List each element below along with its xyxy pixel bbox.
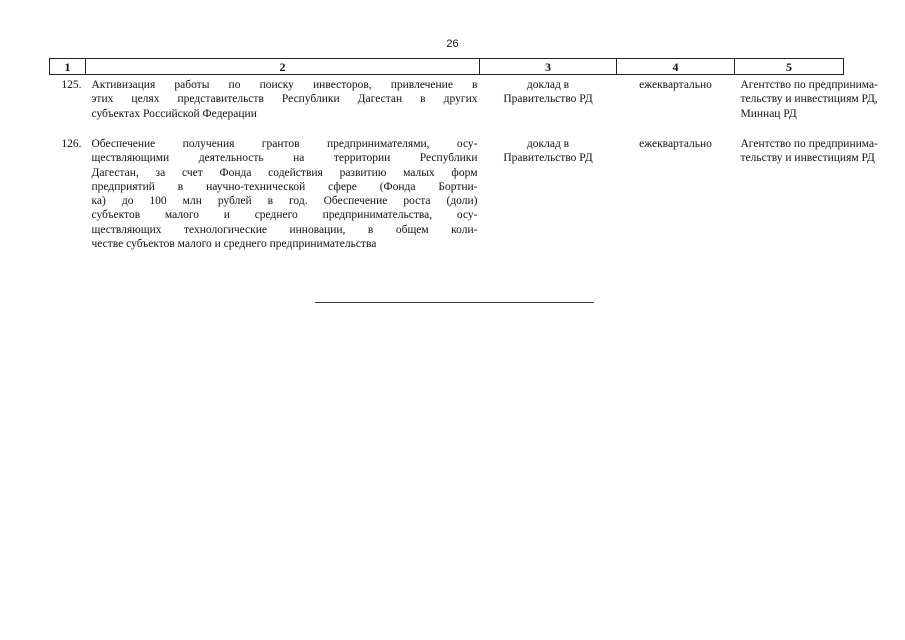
column-header-1: 1 (50, 59, 86, 75)
column-header-4: 4 (617, 59, 735, 75)
description-line: субъектах Российской Федерации (91, 107, 257, 120)
responsible-line: тельству и инвестициям РД (740, 152, 875, 165)
reporting-period: ежеквартально (639, 138, 712, 150)
description-line: Дагестан, за счет Фонда содействия развитию малых форм (91, 166, 478, 179)
measure-description (86, 134, 480, 251)
reporting-form-line: доклад в (526, 79, 570, 91)
reporting-period: ежеквартально (639, 79, 712, 91)
responsible-agency (735, 75, 878, 135)
description-line: этих целях представительств Республики Дагестан в других (91, 93, 478, 106)
responsible-line: Миннац РД (740, 107, 797, 120)
end-of-document-rule (315, 302, 594, 303)
responsible-line: Агентство по предпринима- (740, 138, 878, 150)
description-line: субъектов малого и среднего предпринимательства, осу- (91, 209, 478, 222)
responsible-line: тельству и инвестициям РД, (740, 93, 878, 106)
description-line: предприятий в научно-технической сфере (Фонда Бортни- (91, 180, 478, 193)
reporting-form-line: Правительство РД (503, 152, 593, 165)
reporting-form-line: Правительство РД (503, 93, 593, 106)
responsible-agency (735, 134, 878, 251)
table-row (50, 134, 844, 251)
page-number: 26 (446, 38, 459, 50)
reporting-form-line: доклад в (526, 138, 570, 150)
reporting-form (480, 134, 617, 251)
description-line: ществляющих технологические инновации, в общем коли- (91, 223, 478, 236)
measure-description (86, 75, 480, 135)
measures-table (49, 58, 878, 251)
column-header-2: 2 (86, 59, 480, 75)
reporting-form (480, 75, 617, 135)
description-line: ка) до 100 млн рублей в год. Обеспечение роста (доли) (91, 195, 478, 208)
description-line: Обеспечение получения грантов предпринимателями, осу- (91, 138, 478, 150)
row-number: 126. (61, 138, 82, 150)
column-header-3: 3 (480, 59, 617, 75)
table-row (50, 75, 844, 135)
row-number: 125. (61, 79, 82, 91)
column-header-5: 5 (735, 59, 844, 75)
description-line: ществляющими деятельность на территории Республики (91, 152, 478, 165)
description-line: честве субъектов малого и среднего предпринимательства (91, 238, 377, 251)
description-line: Активизация работы по поиску инвесторов, привлечение в (91, 79, 478, 91)
table-header-row (50, 59, 844, 75)
responsible-line: Агентство по предпринима- (740, 79, 878, 91)
